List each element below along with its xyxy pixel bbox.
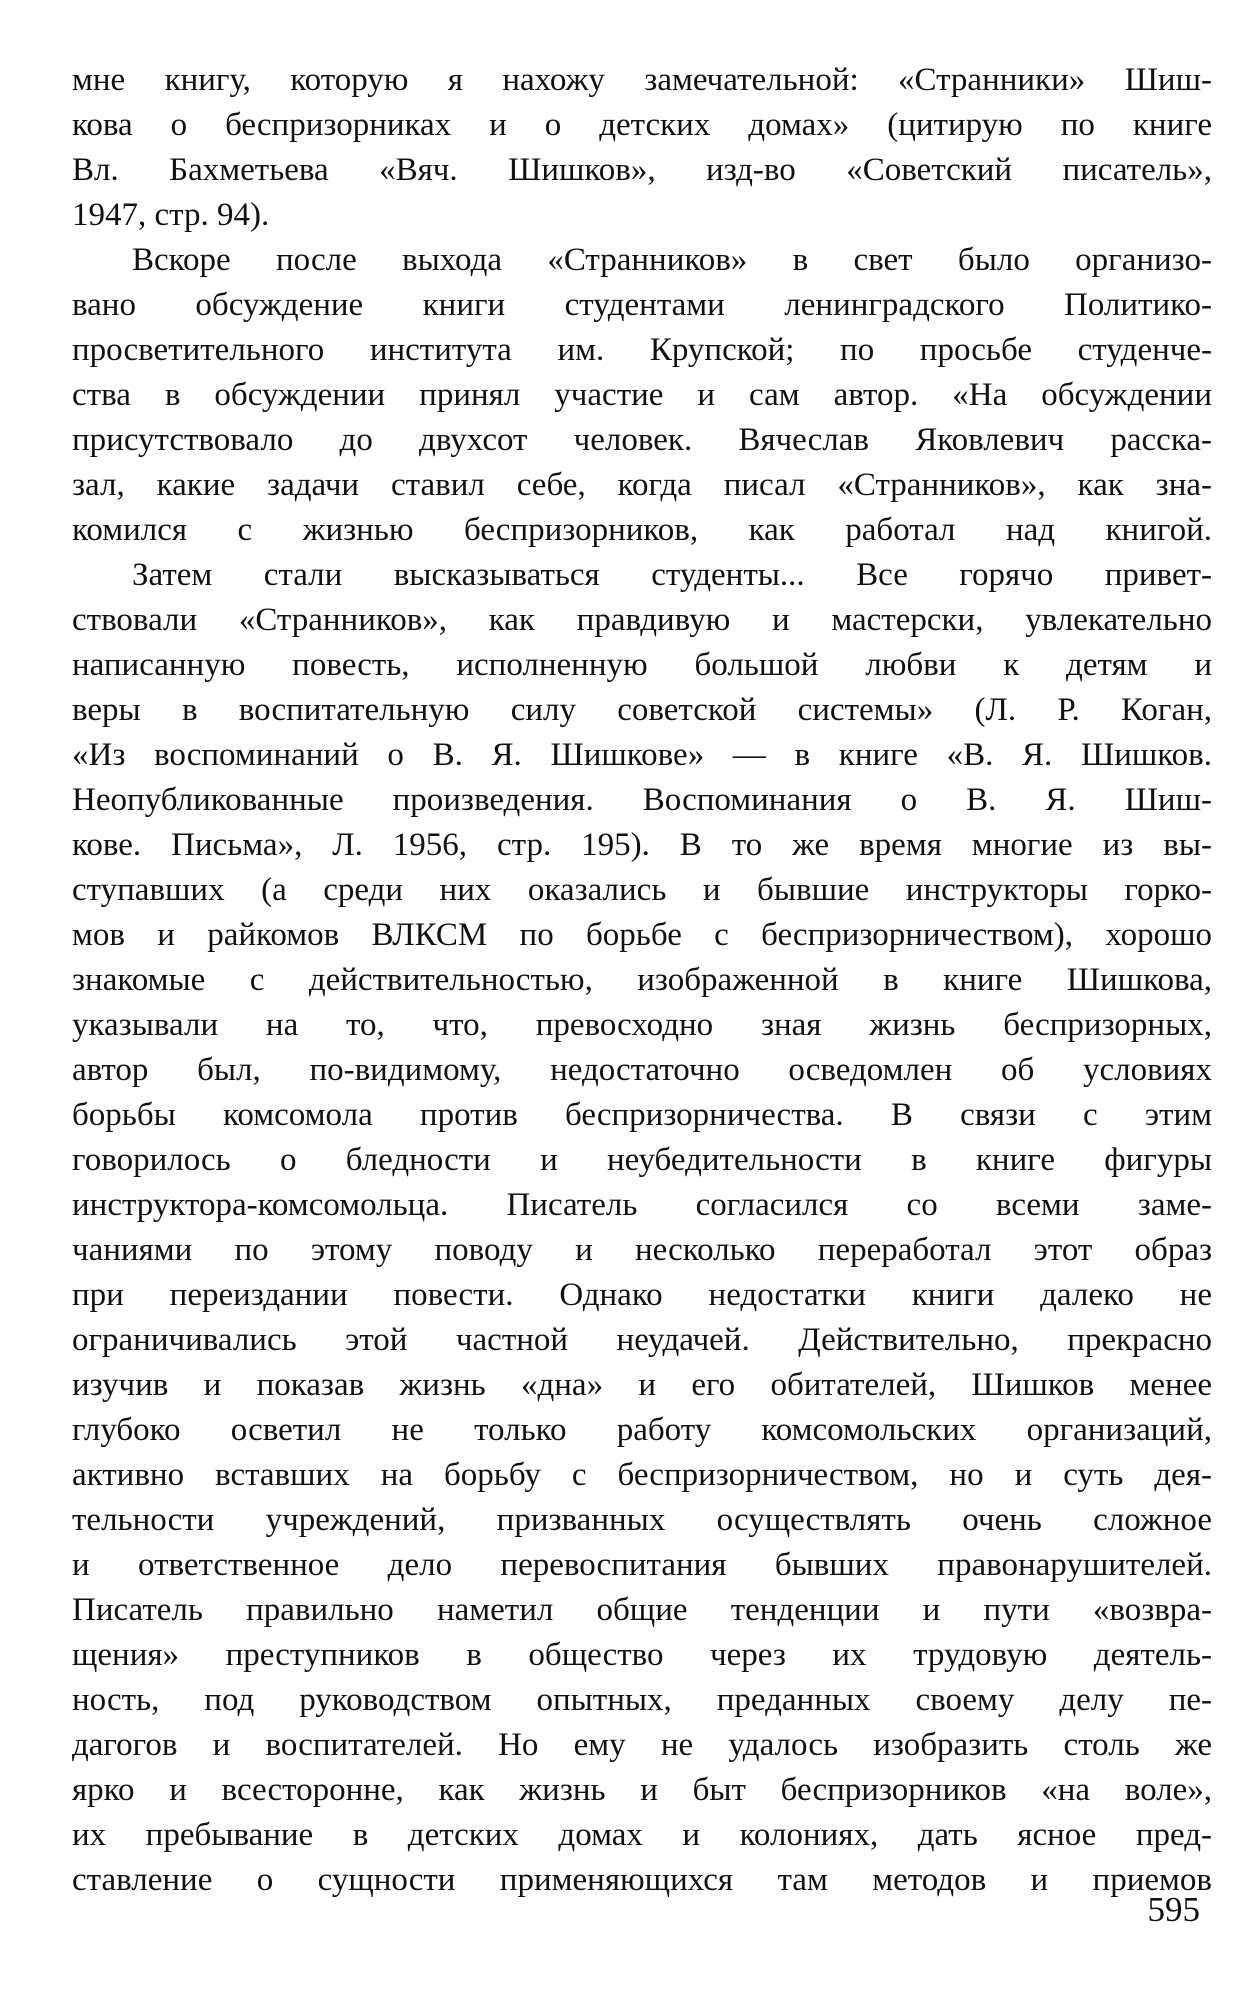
text-line: ствовали «Странников», как правдивую и мастерски, увлекательно <box>72 602 1212 638</box>
text-line: указывали на то, что, превосходно зная жизнь беспризорных, <box>72 1007 1212 1043</box>
text-line: тельности учреждений, призванных осуществлять очень сложное <box>72 1502 1212 1538</box>
text-line: мне книгу, которую я нахожу замечательной: «Странники» Шиш- <box>72 62 1212 98</box>
text-line: активно вставших на борьбу с беспризорничеством, но и суть дея- <box>72 1457 1212 1493</box>
paragraph-2 <box>72 238 1212 553</box>
text-line: ступавших (а среди них оказались и бывшие инструкторы горко- <box>72 872 1212 908</box>
text-line: ярко и всесторонне, как жизнь и быт беспризорников «на воле», <box>72 1772 1212 1808</box>
text-line: борьбы комсомола против беспризорничества. В связи с этим <box>72 1097 1212 1133</box>
text-line: дагогов и воспитателей. Но ему не удалось изобразить столь же <box>72 1727 1212 1763</box>
text-line: ограничивались этой частной неудачей. Действительно, прекрасно <box>72 1322 1212 1358</box>
text-line: и ответственное дело перевоспитания бывших правонарушителей. <box>72 1547 1212 1583</box>
text-line: ность, под руководством опытных, преданных своему делу пе- <box>72 1682 1212 1718</box>
text-line: мов и райкомов ВЛКСМ по борьбе с беспризорничеством), хорошо <box>72 917 1212 953</box>
text-line: чаниями по этому поводу и несколько переработал этот образ <box>72 1232 1212 1268</box>
text-line: Писатель правильно наметил общие тенденции и пути «возвра- <box>72 1592 1212 1628</box>
text-line: Вскоре после выхода «Странников» в свет было организо- <box>132 242 1212 278</box>
text-line: ства в обсуждении принял участие и сам автор. «На обсуждении <box>72 377 1212 413</box>
text-line: глубоко осветил не только работу комсомольских организаций, <box>72 1412 1212 1448</box>
text-line: Неопубликованные произведения. Воспоминания о В. Я. Шиш- <box>72 782 1212 818</box>
text-line: при переиздании повести. Однако недостатки книги далеко не <box>72 1277 1212 1313</box>
text-line: комился с жизнью беспризорников, как работал над книгой. <box>72 512 1212 548</box>
text-line: знакомые с действительностью, изображенной в книге Шишкова, <box>72 962 1212 998</box>
text-line: их пребывание в детских домах и колониях, дать ясное пред- <box>72 1817 1212 1853</box>
text-line: Вл. Бахметьева «Вяч. Шишков», изд-во «Советский писатель», <box>72 152 1212 188</box>
text-line: Затем стали высказываться студенты... Все горячо привет- <box>132 557 1212 593</box>
text-line: зал, какие задачи ставил себе, когда писал «Странников», как зна- <box>72 467 1212 503</box>
text-line: присутствовало до двухсот человек. Вячеслав Яковлевич расска- <box>72 422 1212 458</box>
text-line: инструктора-комсомольца. Писатель согласился со всеми заме- <box>72 1187 1212 1223</box>
paragraph-3 <box>72 553 1212 1903</box>
text-line: просветительного института им. Крупской; по просьбе студенче- <box>72 332 1212 368</box>
paragraph-1 <box>72 58 1212 238</box>
page-body <box>72 58 1212 1903</box>
text-line: изучив и показав жизнь «дна» и его обитателей, Шишков менее <box>72 1367 1212 1403</box>
text-line: щения» преступников в общество через их трудовую деятель- <box>72 1637 1212 1673</box>
text-line: кове. Письма», Л. 1956, стр. 195). В то же время многие из вы- <box>72 827 1212 863</box>
page-number: 595 <box>1147 1890 1200 1929</box>
text-line: говорилось о бледности и неубедительности в книге фигуры <box>72 1142 1212 1178</box>
text-line: вано обсуждение книги студентами ленинградского Политико- <box>72 287 1212 323</box>
text-line: 1947, стр. 94). <box>72 197 270 233</box>
text-line: автор был, по-видимому, недостаточно осведомлен об условиях <box>72 1052 1212 1088</box>
text-line: написанную повесть, исполненную большой любви к детям и <box>72 647 1212 683</box>
text-line: «Из воспоминаний о В. Я. Шишкове» — в книге «В. Я. Шишков. <box>72 737 1212 773</box>
text-line: кова о беспризорниках и о детских домах» (цитирую по книге <box>72 107 1212 143</box>
text-line: ставление о сущности применяющихся там методов и приемов <box>72 1862 1212 1898</box>
text-line: веры в воспитательную силу советской системы» (Л. Р. Коган, <box>72 692 1212 728</box>
